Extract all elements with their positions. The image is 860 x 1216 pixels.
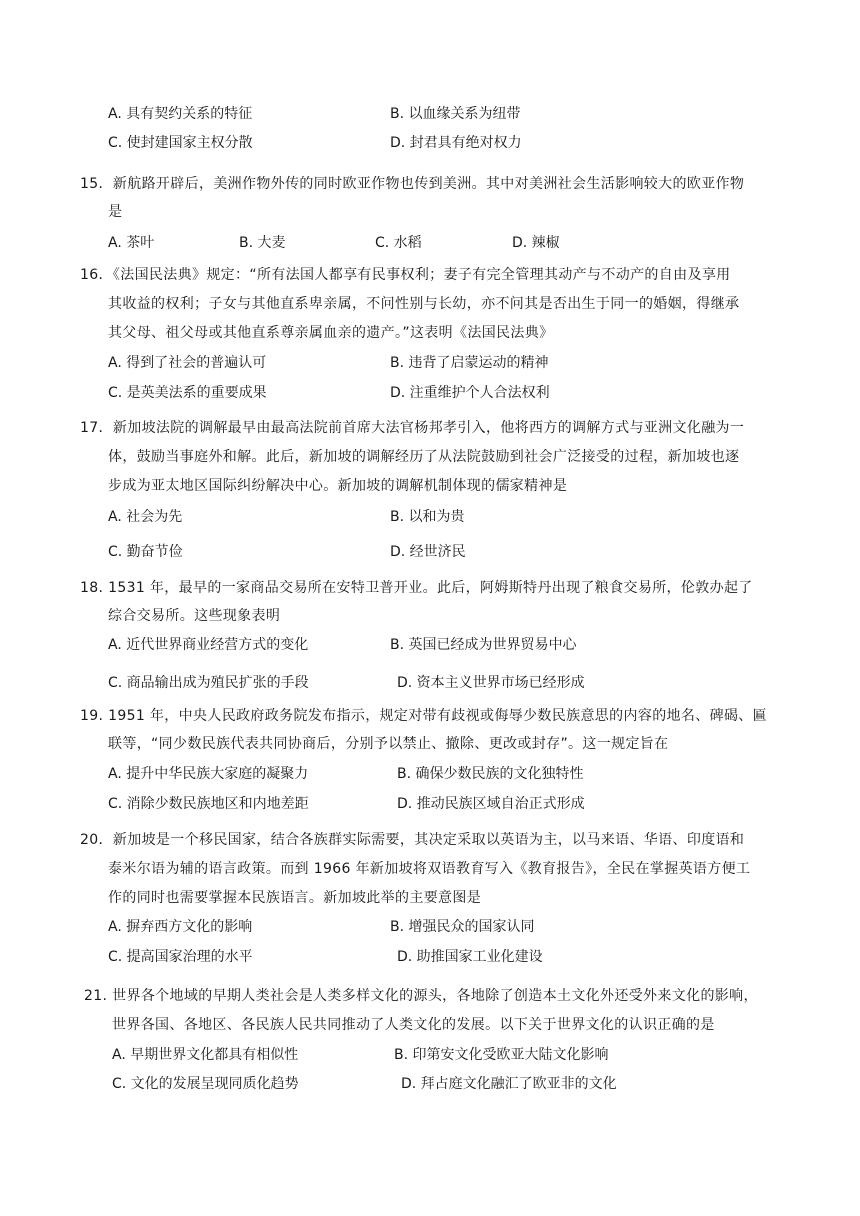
q20-option-a: A. 摒弃西方文化的影响 <box>108 919 253 935</box>
q19-option-d: D. 推动民族区域自治正式形成 <box>397 796 585 812</box>
q15-option-b: B. 大麦 <box>239 235 286 251</box>
q14-option-b: B. 以血缘关系为纽带 <box>390 106 521 122</box>
q20-option-d: D. 助推国家工业化建设 <box>397 949 543 965</box>
q15-stem-line-2: 是 <box>108 204 123 220</box>
q18-stem-line-1: 18. 1531 年，最早的一家商品交易所在安特卫普开业。此后，阿姆斯特丹出现了粮食交易所，伦敦办起了 <box>80 580 753 596</box>
q15-option-d: D. 辣椒 <box>512 235 560 251</box>
q16-option-c: C. 是英美法系的重要成果 <box>108 385 267 401</box>
q21-option-b: B. 印第安文化受欧亚大陆文化影响 <box>394 1047 609 1063</box>
q17-option-a: A. 社会为先 <box>108 509 183 525</box>
q18-stem-line-2: 综合交易所。这些现象表明 <box>108 608 281 624</box>
q17-option-d: D. 经世济民 <box>390 544 466 560</box>
q15-stem-line-1: 15．新航路开辟后，美洲作物外传的同时欧亚作物也传到美洲。其中对美洲社会生活影响较大的欧亚作物 <box>80 176 745 192</box>
q20-stem-line-1: 20．新加坡是一个移民国家，结合各族群实际需要，其决定采取以英语为主，以马来语、华语、印度语和 <box>80 832 745 848</box>
q17-stem-line-3: 步成为亚太地区国际纠纷解决中心。新加坡的调解机制体现的儒家精神是 <box>108 478 568 494</box>
q19-option-a: A. 提升中华民族大家庭的凝聚力 <box>108 766 309 782</box>
q14-option-a: A. 具有契约关系的特征 <box>108 106 253 122</box>
q17-stem-line-1: 17．新加坡法院的调解最早由最高法院前首席大法官杨邦孝引入，他将西方的调解方式与亚洲文化融为一 <box>80 420 745 436</box>
q20-option-b: B. 增强民众的国家认同 <box>390 919 535 935</box>
q18-option-c: C. 商品输出成为殖民扩张的手段 <box>108 675 309 691</box>
q17-option-c: C. 勤奋节俭 <box>108 544 183 560</box>
q14-option-c: C. 使封建国家主权分散 <box>108 135 253 151</box>
q21-option-c: C. 文化的发展呈现同质化趋势 <box>112 1076 299 1092</box>
q16-option-b: B. 违背了启蒙运动的精神 <box>390 355 549 371</box>
q15-option-c: C. 水稻 <box>375 235 422 251</box>
q20-stem-line-3: 作的同时也需要掌握本民族语言。新加坡此举的主要意图是 <box>108 890 482 906</box>
q21-option-d: D. 拜占庭文化融汇了欧亚非的文化 <box>401 1076 617 1092</box>
q15-option-a: A. 茶叶 <box>108 235 155 251</box>
q19-stem-line-2: 联等，“同少数民族代表共同协商后，分别予以禁止、撤除、更改或封存”。这一规定旨在 <box>108 736 669 752</box>
q16-stem-line-2: 其收益的权利；子女与其他直系卑亲属，不问性别与长幼，亦不问其是否出生于同一的婚姻，得继承 <box>108 296 740 312</box>
q21-stem-line-1: 21. 世界各个地域的早期人类社会是人类多样文化的源头，各地除了创造本土文化外还受外来文化的影响， <box>84 988 758 1004</box>
q20-stem-line-2: 泰米尔语为辅的语言政策。而到 1966 年新加坡将双语教育写入《教育报告》，全民在掌握英语方便工 <box>108 861 751 877</box>
q18-option-a: A. 近代世界商业经营方式的变化 <box>108 637 309 653</box>
q20-option-c: C. 提高国家治理的水平 <box>108 949 253 965</box>
q17-stem-line-2: 体，鼓励当事庭外和解。此后，新加坡的调解经历了从法院鼓励到社会广泛接受的过程，新加坡也逐 <box>108 449 740 465</box>
q16-stem-line-1: 16．《法国民法典》规定：“所有法国人都享有民事权利；妻子有完全管理其动产与不动产的自由及享用 <box>80 267 731 283</box>
q19-option-c: C. 消除少数民族地区和内地差距 <box>108 796 309 812</box>
q17-option-b: B. 以和为贵 <box>390 509 465 525</box>
q16-stem-line-3: 其父母、祖父母或其他直系尊亲属血亲的遗产。”这表明《法国民法典》 <box>108 325 554 341</box>
q21-stem-line-2: 世界各国、各地区、各民族人民共同推动了人类文化的发展。以下关于世界文化的认识正确的是 <box>112 1017 715 1033</box>
q19-option-b: B. 确保少数民族的文化独特性 <box>397 766 584 782</box>
q18-option-d: D. 资本主义世界市场已经形成 <box>397 675 585 691</box>
q21-option-a: A. 早期世界文化都具有相似性 <box>112 1047 299 1063</box>
q18-option-b: B. 英国已经成为世界贸易中心 <box>390 637 577 653</box>
q19-stem-line-1: 19. 1951 年，中央人民政府政务院发布指示，规定对带有歧视或侮辱少数民族意思的内容的地名、碑碣、匾 <box>80 708 767 724</box>
q14-option-d: D. 封君具有绝对权力 <box>390 135 522 151</box>
q16-option-a: A. 得到了社会的普遍认可 <box>108 355 267 371</box>
q16-option-d: D. 注重维护个人合法权利 <box>390 385 550 401</box>
